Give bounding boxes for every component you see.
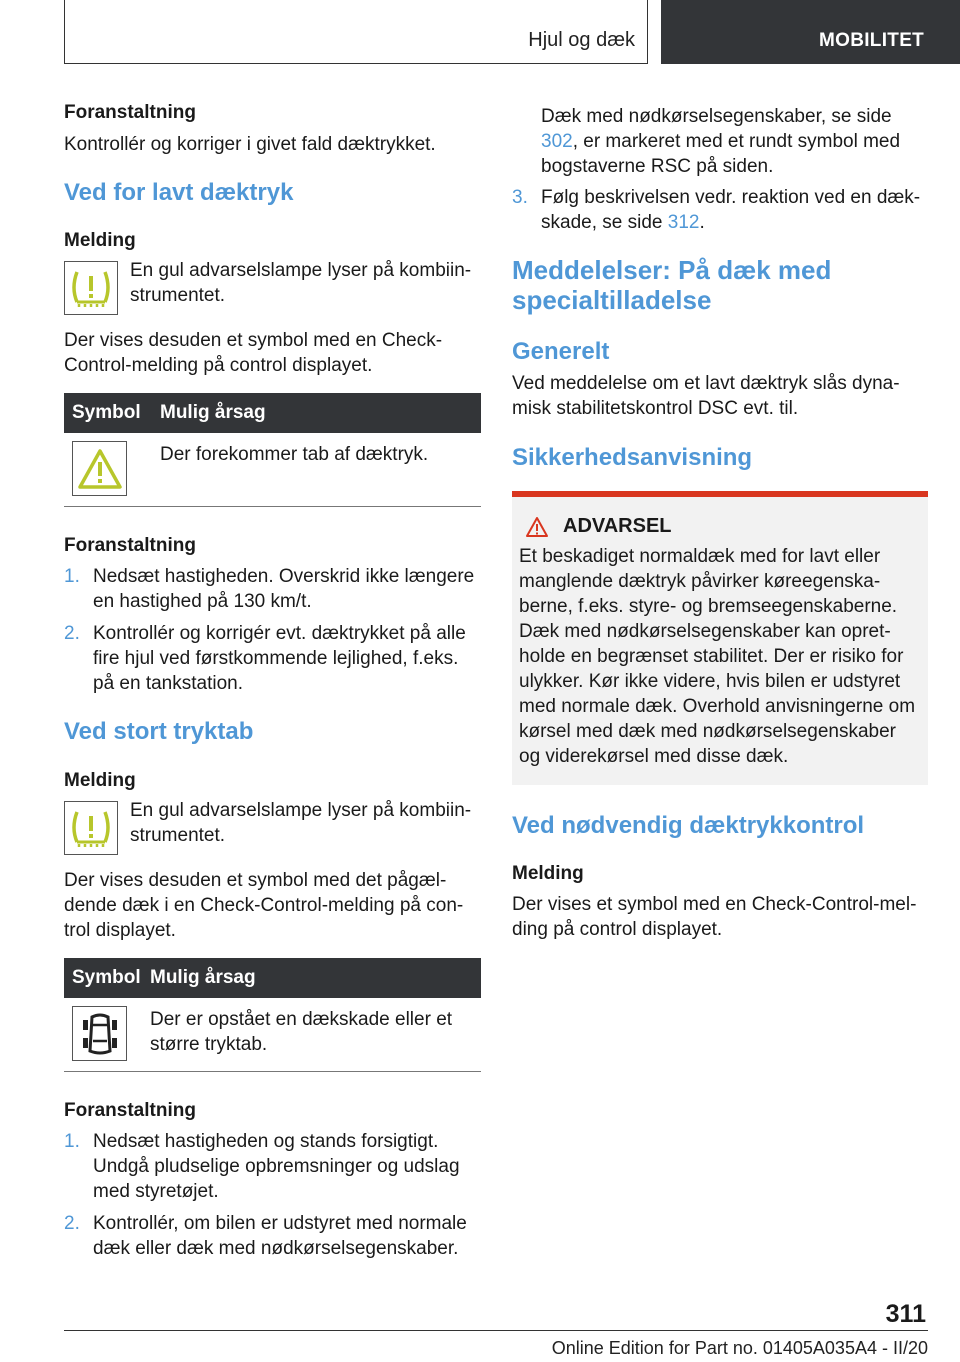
warning-title: ADVARSEL <box>525 515 921 538</box>
col-symbol: Symbol <box>72 967 141 988</box>
message-label: Melding <box>64 770 136 791</box>
heading-general: Generelt <box>512 338 610 365</box>
message-label: Melding <box>64 230 136 251</box>
lamp-text: En gul advarselslampe lyser på kombiin-strumentet. <box>130 800 472 846</box>
action-label: Foranstaltning <box>64 102 196 123</box>
edition-text: Online Edition for Part no. 01405A035A4 - II/20 <box>551 1338 928 1358</box>
lamp-message <box>64 258 481 315</box>
extra-text: Der vises desuden et symbol med det pågæl-dende dæk i en Check-Control-melding på con-trol displayet. <box>64 870 464 941</box>
extra-text: Der vises desuden et symbol med en Check-Control-melding på control displayet. <box>64 330 443 376</box>
lamp-text: En gul advarselslampe lyser på kombiin-strumentet. <box>130 260 472 306</box>
header-box <box>64 0 648 64</box>
hazard-icon <box>525 516 549 538</box>
left-column <box>64 100 481 1268</box>
action-text: Kontrollér og korriger i givet fald dæktrykket. <box>64 134 436 155</box>
action-label: Foranstaltning <box>64 535 196 556</box>
continued-text: Dæk med nødkørselsegenskaber, se side 302, er markeret med et rundt symbol med bogstaverne RSC på siden. <box>541 106 901 177</box>
right-column <box>512 104 928 942</box>
table-row <box>64 433 481 507</box>
car-tire-icon <box>72 1006 127 1061</box>
heading-low-pressure: Ved for lavt dæktryk <box>64 179 294 206</box>
message-label: Melding <box>512 863 584 884</box>
col-cause: Mulig årsag <box>160 402 266 423</box>
lamp-message <box>64 798 481 855</box>
needed-text: Der vises et symbol med en Check-Control-mel-ding på control displayet. <box>512 894 917 940</box>
col-cause: Mulig årsag <box>150 967 256 988</box>
list-item: 1. Nedsæt hastigheden og stands forsigtigt. Undgå pludselige opbremsninger og udslag med styretøjet. <box>64 1131 460 1202</box>
tire-pressure-warning-icon <box>64 261 118 315</box>
general-text: Ved meddelelse om et lavt dæktryk slås dyna-misk stabilitetskontrol DSC evt. til. <box>512 373 900 419</box>
warning-triangle-icon <box>72 441 127 496</box>
cause-text: Der er opstået en dækskade eller et større tryktab. <box>150 1009 453 1055</box>
cause-text: Der forekommer tab af dæktryk. <box>160 444 429 465</box>
list-item: 2. Kontrollér og korrigér evt. dæktrykket på alle fire hjul ved førstkommende lejlighed, f.eks. på en tankstation. <box>64 623 466 694</box>
action-label: Foranstaltning <box>64 1100 196 1121</box>
warning-text: Et beskadiget normaldæk med for lavt eller manglende dæktryk påvirker køreegenska-berne, f.eks. styre- og bremseegenskaberne. Dæk med nødkørselsegenskaber kan opret-holde en begrænset stabilitet. Der er risiko for ulykker. Kør ikke videre, hvis bilen er udstyret med normale dæk. Overhold anvisningerne om kørsel med dæk med nødkørselsegenskaber og viderekørsel med disse dæk. <box>519 546 916 767</box>
heading-needed-check: Ved nødvendig dæktrykkontrol <box>512 812 865 839</box>
warning-box <box>512 491 928 785</box>
page-link[interactable]: 302 <box>541 131 573 152</box>
heading-big-loss: Ved stort tryktab <box>64 718 254 745</box>
action-list <box>512 185 928 235</box>
page-link[interactable]: 312 <box>667 212 700 233</box>
action-list <box>64 564 481 696</box>
chapter-tab[interactable]: MOBILITET <box>661 0 960 64</box>
list-item: 2. Kontrollér, om bilen er udstyret med normale dæk eller dæk med nødkørselsegenskaber. <box>64 1213 467 1259</box>
symbol-table-1 <box>64 393 481 507</box>
section-title: Hjul og dæk <box>528 29 635 51</box>
table-header <box>64 393 481 433</box>
footer-divider <box>64 1330 928 1331</box>
symbol-table-2 <box>64 958 481 1072</box>
page-number: 311 <box>885 1300 926 1328</box>
list-item: 1. Nedsæt hastigheden. Overskrid ikke længere en hastighed på 130 km/t. <box>64 566 475 612</box>
list-item: 3. Følg beskrivelsen vedr. reaktion ved en dæk-skade, se side 312. <box>512 187 921 233</box>
heading-safety: Sikkerhedsanvisning <box>512 444 753 471</box>
heading-special-tires: Meddelelser: På dæk med specialtilladelse <box>512 255 832 315</box>
col-symbol: Symbol <box>72 402 141 423</box>
tire-pressure-warning-icon <box>64 801 118 855</box>
table-row <box>64 998 481 1072</box>
action-list <box>64 1129 481 1261</box>
table-header <box>64 958 481 998</box>
